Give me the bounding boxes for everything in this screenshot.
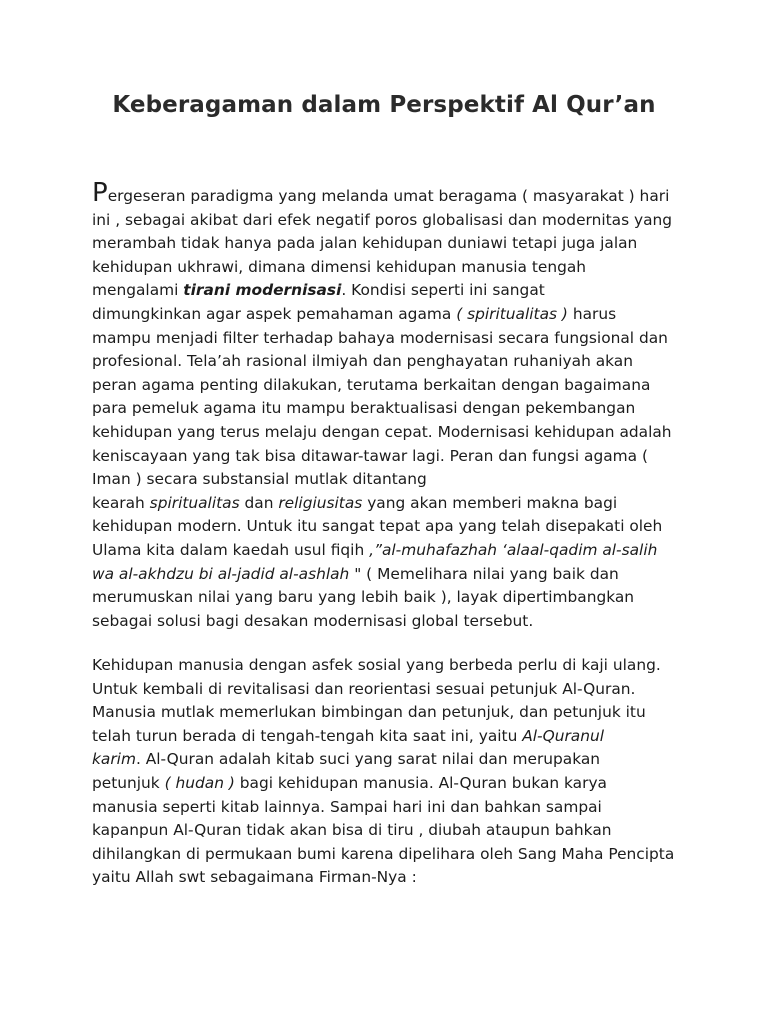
paragraph-1-line: mampu menjadi filter terhadap bahaya modernisasi secara fungsional dan (92, 328, 668, 347)
text-run: Ulama kita dalam kaedah usul fiqih (92, 540, 370, 559)
paragraph-1-line: merumuskan nilai yang baru yang lebih baik ), layak dipertimbangkan (92, 588, 635, 607)
text-run: telah turun berada di tengah-tengah kita saat ini, yaitu (92, 726, 523, 745)
text-run: kearah (92, 493, 150, 512)
paragraph-1-line: Iman ) secara substansial mutlak ditantang (92, 470, 427, 489)
text-run: bagi kehidupan manusia. Al-Quran bukan karya (234, 773, 607, 792)
drop-cap: P (92, 178, 108, 208)
paragraph-2 (92, 654, 692, 890)
paragraph-2-line: dihilangkan di permukaan bumi karena dipelihara oleh Sang Maha Pencipta (92, 844, 675, 863)
paragraph-2-line (92, 748, 692, 772)
text-run: mengalami (92, 281, 184, 300)
paragraph-2-line (92, 725, 692, 749)
paragraph-1-line (92, 178, 692, 209)
document-title: Keberagaman dalam Perspektif Al Qur’an (112, 92, 656, 118)
paragraph-2-line: Manusia mutlak memerlukan bimbingan dan petunjuk, dan petunjuk itu (92, 703, 646, 722)
paragraph-1-line (92, 279, 692, 303)
italic-text: ( spiritualitas ) (456, 304, 568, 323)
text-run: . Al-Quran adalah kitab suci yang sarat nilai dan merupakan (135, 750, 601, 769)
text-run: . Kondisi seperti ini sangat (341, 281, 545, 300)
paragraph-2-line: manusia seperti kitab lainnya. Sampai hari ini dan bahkan sampai (92, 797, 602, 816)
italic-text: wa al-akhdzu bi al-jadid al-ashlah (92, 564, 350, 583)
paragraph-1-line: sebagai solusi bagi desakan modernisasi global tersebut. (92, 611, 534, 630)
paragraph-1-line: keniscayaan yang tak bisa ditawar-tawar lagi. Peran dan fungsi agama ( (92, 446, 648, 465)
paragraph-1-line: kehidupan ukhrawi, dimana dimensi kehidupan manusia tengah (92, 257, 587, 276)
text-run: " ( Memelihara nilai yang baik dan (349, 564, 619, 583)
paragraph-1-line: para pemeluk agama itu mampu beraktualisasi dengan pekembangan (92, 399, 636, 418)
paragraph-1-line (92, 563, 692, 587)
paragraph-1 (92, 178, 692, 633)
paragraph-1-line: kehidupan modern. Untuk itu sangat tepat apa yang telah disepakati oleh (92, 517, 663, 536)
italic-text: ( hudan ) (164, 773, 235, 792)
paragraph-1-line: profesional. Tela’ah rasional ilmiyah dan penghayatan ruhaniyah akan (92, 352, 633, 371)
italic-text: ,”al-muhafazhah ‘alaal-qadim al-salih (369, 540, 658, 559)
text-run: dimungkinkan agar aspek pemahaman agama (92, 304, 457, 323)
paragraph-1-line (92, 492, 692, 516)
paragraph-2-line: yaitu Allah swt sebagaimana Firman-Nya : (92, 868, 417, 887)
italic-text: spiritualitas (149, 493, 240, 512)
text-run: yang akan memberi makna bagi (362, 493, 618, 512)
paragraph-1-line (92, 303, 692, 327)
italic-text: karim (92, 750, 136, 769)
paragraph-1-line: ini , sebagai akibat dari efek negatif poros globalisasi dan modernitas yang (92, 210, 673, 229)
paragraph-2-line (92, 772, 692, 796)
italic-text: religiusitas (278, 493, 363, 512)
italic-text: Al-Quranul (522, 726, 604, 745)
emphasis-text: tirani modernisasi (183, 281, 342, 300)
text-run: ergeseran paradigma yang melanda umat beragama ( masyarakat ) hari (107, 187, 670, 205)
paragraph-2-line: Untuk kembali di revitalisasi dan reorientasi sesuai petunjuk Al-Quran. (92, 679, 636, 698)
paragraph-1-line: peran agama penting dilakukan, terutama berkaitan dengan bagaimana (92, 375, 651, 394)
paragraph-1-line: merambah tidak hanya pada jalan kehidupan duniawi tetapi juga jalan (92, 234, 638, 253)
paragraph-2-line: kapanpun Al-Quran tidak akan bisa di tiru , diubah ataupun bahkan (92, 821, 612, 840)
paragraph-2-line: Kehidupan manusia dengan asfek sosial yang berbeda perlu di kaji ulang. (92, 656, 661, 674)
paragraph-1-line: kehidupan yang terus melaju dengan cepat. Modernisasi kehidupan adalah (92, 422, 672, 441)
text-run: harus (567, 304, 617, 323)
paragraph-1-line (92, 539, 692, 563)
text-run: petunjuk (92, 773, 165, 792)
text-run: dan (239, 493, 279, 512)
